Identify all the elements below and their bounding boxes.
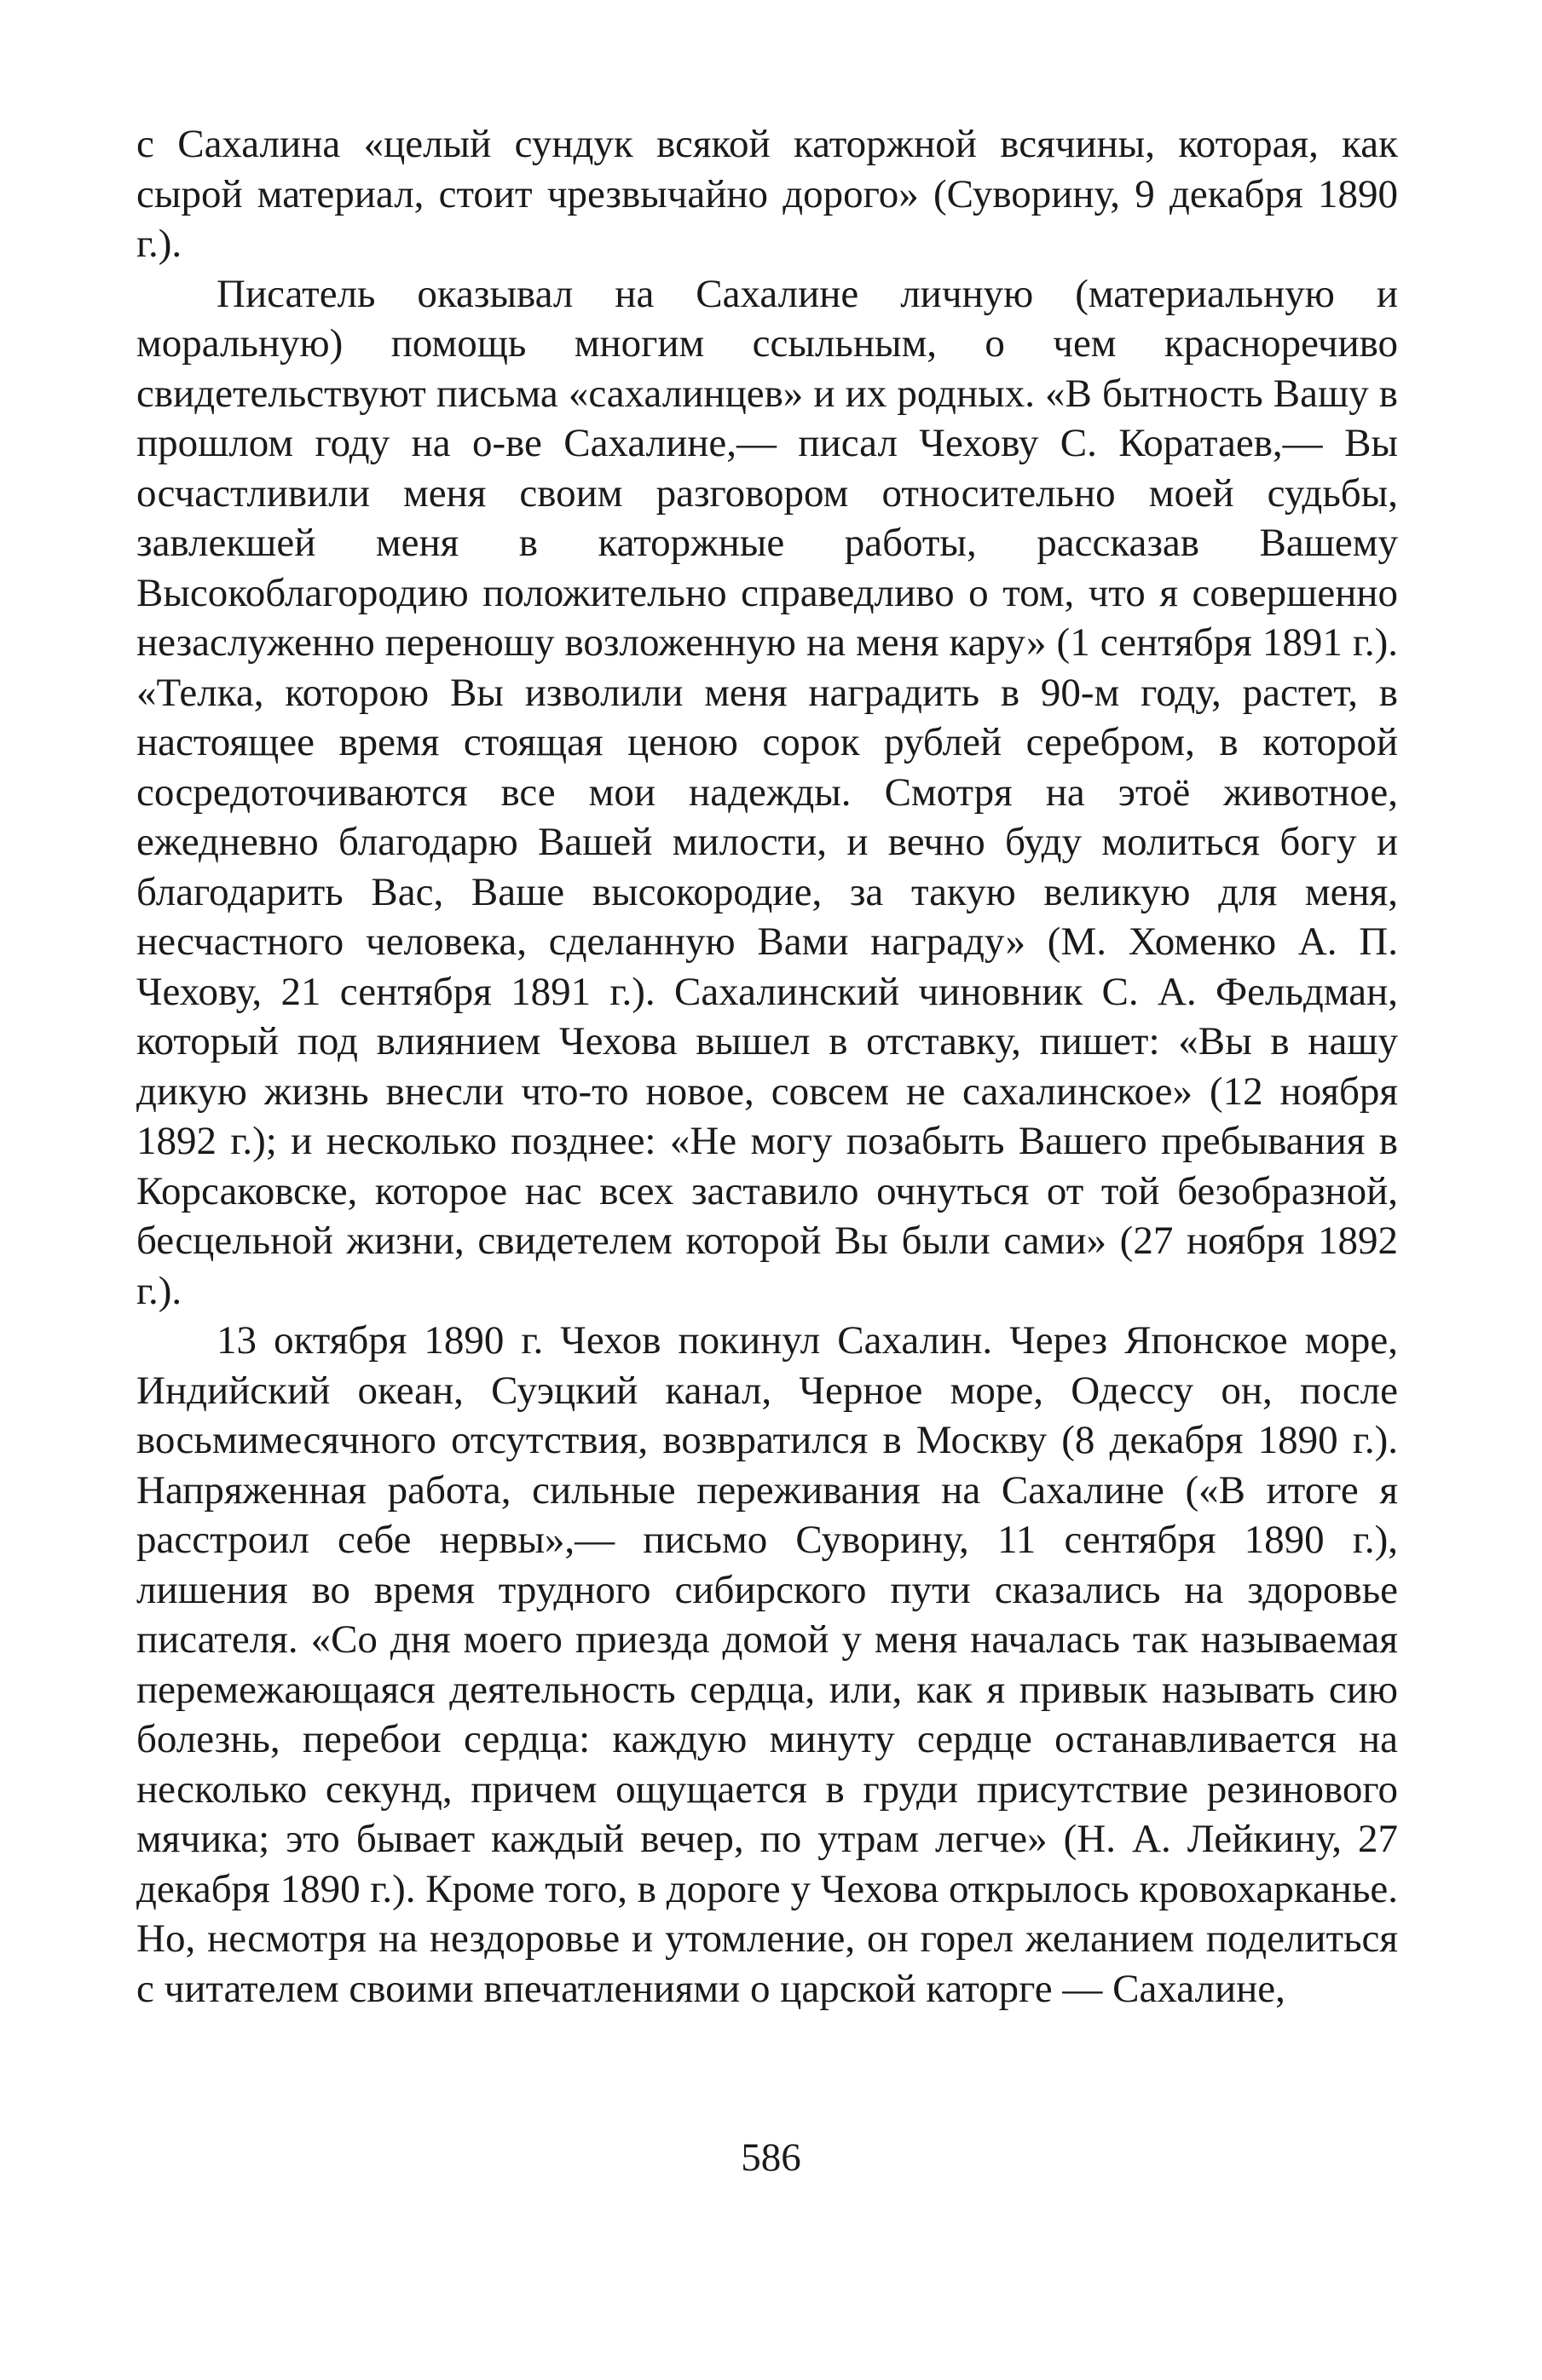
paragraph-letters: Писатель оказывал на Сахалине личную (материальную и моральную) помощь многим ссыльным, о чем красноречиво свидетельствуют письма «сахалинцев» и их родных. «В бытность Вашу в прошлом году на о-ве Сахалине,— писал Чехову С. Коратаев,— Вы осчастливили меня своим разговором относительно моей судьбы, завлекшей меня в каторжные работы, рассказав Вашему Высокоблагородию положительно справедливо о том, что я совершенно незаслуженно переношу возложенную на меня кару» (1 сентября 1891 г.). «Телка, которою Вы изволили меня наградить в 90-м году, растет, в настоящее время стоящая ценою сорок рублей серебром, в которой сосредоточиваются все мои надежды. Смотря на этоё животное, ежедневно благодарю Вашей милости, и вечно буду молиться богу и благодарить Вас, Ваше высокородие, за такую великую для меня, несчастного человека, сделанную Вами награду» (М. Хоменко А. П. Чехову, 21 сентября 1891 г.). Сахалинский чиновник С. А. Фельдман, который под влиянием Чехова вышел в отставку, пишет: «Вы в нашу дикую жизнь внесли что-то новое, совсем не сахалинское» (12 ноября 1892 г.); и несколько позднее: «Не могу позабыть Вашего пребывания в Корсаковске, которое нас всех заставило очнуться от той безобразной, бесцельной жизни, свидетелем которой Вы были сами» (27 ноября 1892 г.). bbox=[136, 271, 1398, 1313]
page-body bbox=[136, 119, 1398, 2014]
paragraph-return: 13 октября 1890 г. Чехов покинул Сахалин. Через Японское море, Индийский океан, Суэцкий канал, Черное море, Одессу он, после восьмимесячного отсутствия, возвратился в Москву (8 декабря 1890 г.). Напряженная работа, сильные переживания на Сахалине («В итоге я расстроил себе нервы»,— письмо Суворину, 11 сентября 1890 г.), лишения во время трудного сибирского пути сказались на здоровье писателя. «Со дня моего приезда домой у меня началась так называемая перемежающаяся деятельность сердца, или, как я привык называть сию болезнь, перебои сердца: каждую минуту сердце останавливается на несколько секунд, причем ощущается в груди присутствие резинового мячика; это бывает каждый вечер, по утрам легче» (Н. А. Лейкину, 27 декабря 1890 г.). Кроме того, в дороге у Чехова открылось кровохарканье. Но, несмотря на нездоровье и утомление, он горел желанием поделиться с читателем своими впечатлениями о царской каторге — Сахалине, bbox=[136, 1318, 1398, 2011]
page-number: 586 bbox=[741, 2135, 801, 2180]
paragraph-continuation: с Сахалина «целый сундук всякой каторжной всячины, которая, как сырой материал, стоит чрезвычайно дорого» (Суворину, 9 декабря 1890 г.). bbox=[136, 122, 1398, 266]
